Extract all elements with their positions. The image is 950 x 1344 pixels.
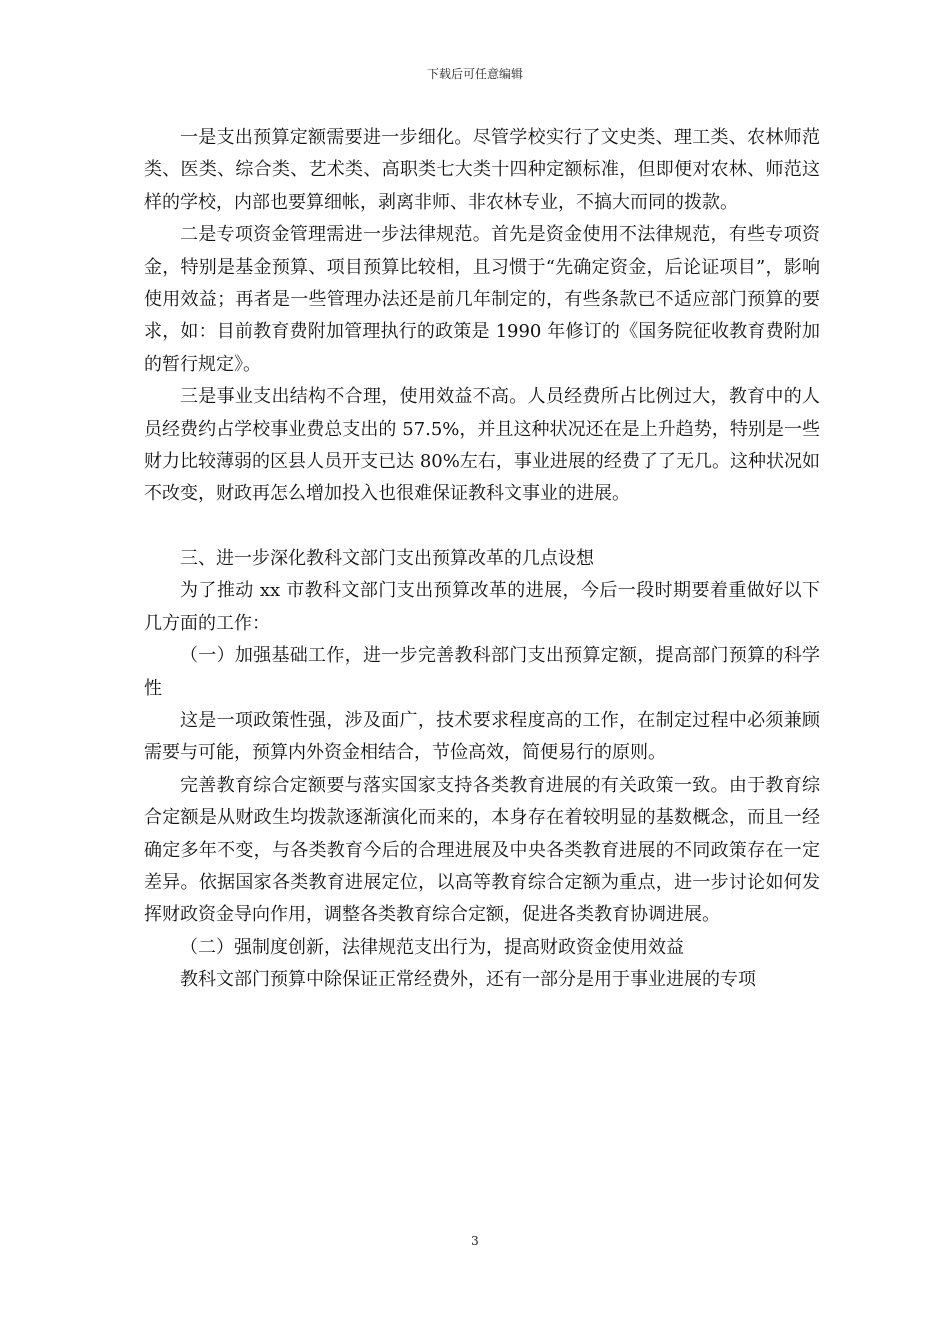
- paragraph-3: 三是事业支出结构不合理，使用效益不高。人员经费所占比例过大，教育中的人员经费约占学校事业费总支出的 57.5%，并且这种状况还在是上升趋势，特别是一些财力比较薄弱的区县人员开支已达 80%左右，事业进展的经费了了无几。这种状况如不改变，财政再怎么增加投入也很难保证教科文事业的进展。: [144, 386, 820, 505]
- section-gap: [144, 511, 820, 543]
- paragraph-2: 二是专项资金管理需进一步法律规范。首先是资金使用不法律规范，有些专项资金，特别是基金预算、项目预算比较相，且习惯于“先确定资金，后论证项目”，影响使用效益；再者是一些管理办法还是前几年制定的，有些条款已不适应部门预算的要求，如：目前教育费附加管理执行的政策是 1990 年修订的《国务院征收教育费附加的暂行规定》。: [144, 224, 820, 375]
- page-number: 3: [471, 1234, 479, 1248]
- paragraph-4: 为了推动 xx 市教科文部门支出预算改革的进展，今后一段时期要着重做好以下几方面的工作：: [144, 580, 820, 634]
- subheading-2: （二）强制度创新，法律规范支出行为，提高财政资金使用效益: [180, 936, 684, 958]
- subheading-1: （一）加强基础工作，进一步完善教科部门支出预算定额，提高部门预算的科学性: [144, 645, 820, 699]
- paragraph-5: 这是一项政策性强，涉及面广，技术要求程度高的工作，在制定过程中必须兼顾需要与可能，预算内外资金相结合，节俭高效，简便易行的原则。: [144, 709, 820, 764]
- paragraph-7: 教科文部门预算中除保证正常经费外，还有一部分是用于事业进展的专项: [180, 969, 756, 991]
- page-header: 下载后可任意编辑: [426, 67, 523, 81]
- paragraph-6: 完善教育综合定额要与落实国家支持各类教育进展的有关政策一致。由于教育综合定额是从财政生均拨款逐渐演化而来的，本身存在着较明显的基数概念，而且一经确定多年不变，与各类教育今后的合理进展及中央各类教育进展的不同政策存在一定差异。依据国家各类教育进展定位，以高等教育综合定额为重点，进一步讨论如何发挥财政资金导向作用，调整各类教育综合定额，促进各类教育协调进展。: [144, 774, 820, 926]
- document-body: [144, 122, 820, 997]
- section-heading-3: 三、进一步深化教科文部门支出预算改革的几点设想: [180, 547, 594, 569]
- paragraph-1: 一是支出预算定额需要进一步细化。尽管学校实行了文史类、理工类、农林师范类、医类、综合类、艺术类、高职类七大类十四种定额标准，但即便对农林、师范这样的学校，内部也要算细帐，剥离非师、非农林专业，不搞大而同的拨款。: [144, 127, 820, 213]
